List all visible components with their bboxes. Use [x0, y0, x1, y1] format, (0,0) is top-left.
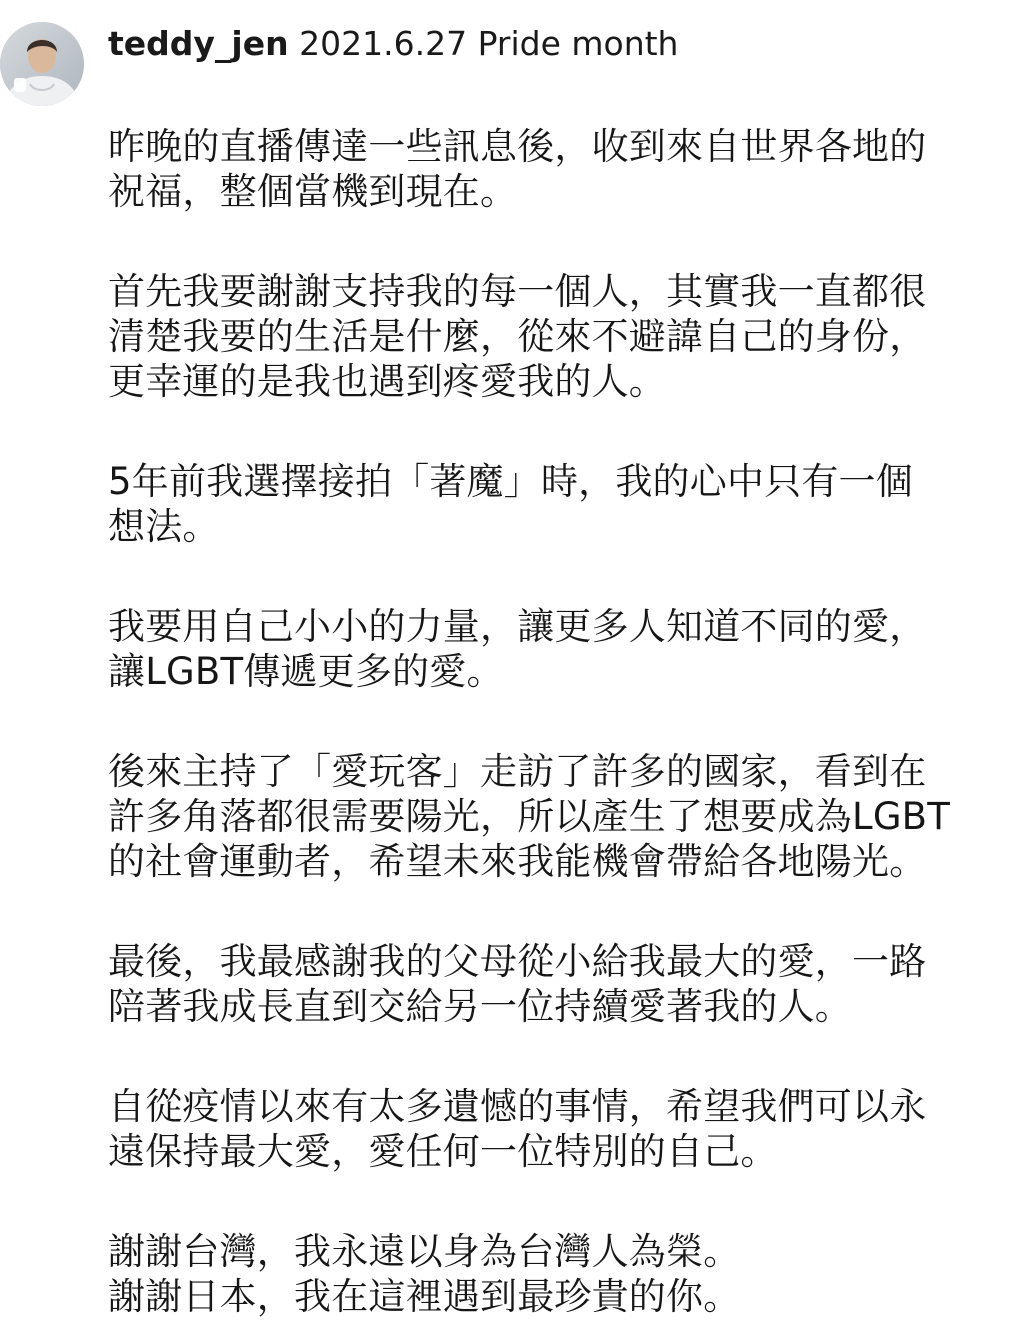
caption-paragraph [108, 1229, 1008, 1319]
caption-paragraph [108, 604, 1008, 694]
post-header [108, 22, 678, 66]
post-date: 2021.6.27 [299, 24, 468, 63]
caption-paragraph [108, 1084, 1008, 1174]
caption-line: 許多角落都很需要陽光，所以產生了想要成為LGBT [108, 795, 951, 838]
caption-line: 遠保持最大愛，愛任何一位特別的自己。 [108, 1130, 778, 1173]
avatar[interactable] [0, 22, 84, 106]
caption-line: 陪著我成長直到交給另一位持續愛著我的人。 [108, 985, 852, 1028]
caption-paragraph [108, 939, 1008, 1029]
caption-line: 後來主持了「愛玩客」走訪了許多的國家，看到在 [108, 750, 927, 793]
caption-paragraph [108, 124, 1008, 214]
caption-line: 昨晚的直播傳達一些訊息後，收到來自世界各地的 [108, 125, 927, 168]
caption-line: 清楚我要的生活是什麼，從來不避諱自己的身份， [108, 315, 927, 358]
caption-line: 讓LGBT傳遞更多的愛。 [108, 650, 504, 693]
caption-line: 謝謝台灣，我永遠以身為台灣人為榮。 [108, 1230, 741, 1273]
caption-line: 我要用自己小小的力量，讓更多人知道不同的愛， [108, 605, 927, 648]
caption-line: 祝福，整個當機到現在。 [108, 170, 518, 213]
caption-line: 想法。 [108, 505, 220, 548]
profile-photo-icon [0, 22, 84, 106]
caption-line: 的社會運動者，希望未來我能機會帶給各地陽光。 [108, 840, 927, 883]
caption-paragraph [108, 459, 1008, 549]
caption-paragraph [108, 269, 1008, 404]
caption-paragraph [108, 749, 1008, 884]
caption-line: 首先我要謝謝支持我的每一個人，其實我一直都很 [108, 270, 927, 313]
caption-line: 謝謝日本，我在這裡遇到最珍貴的你。 [108, 1275, 741, 1318]
caption-line: 自從疫情以來有太多遺憾的事情，希望我們可以永 [108, 1085, 927, 1128]
caption-line: 5年前我選擇接拍「著魔」時，我的心中只有一個 [108, 460, 913, 503]
caption-line: 更幸運的是我也遇到疼愛我的人。 [108, 360, 666, 403]
cut-off-next-line [108, 1332, 268, 1338]
post-tag: Pride month [477, 24, 679, 63]
post-caption [108, 124, 1008, 1319]
username[interactable]: teddy_jen [108, 24, 289, 63]
caption-line: 最後，我最感謝我的父母從小給我最大的愛，一路 [108, 940, 927, 983]
